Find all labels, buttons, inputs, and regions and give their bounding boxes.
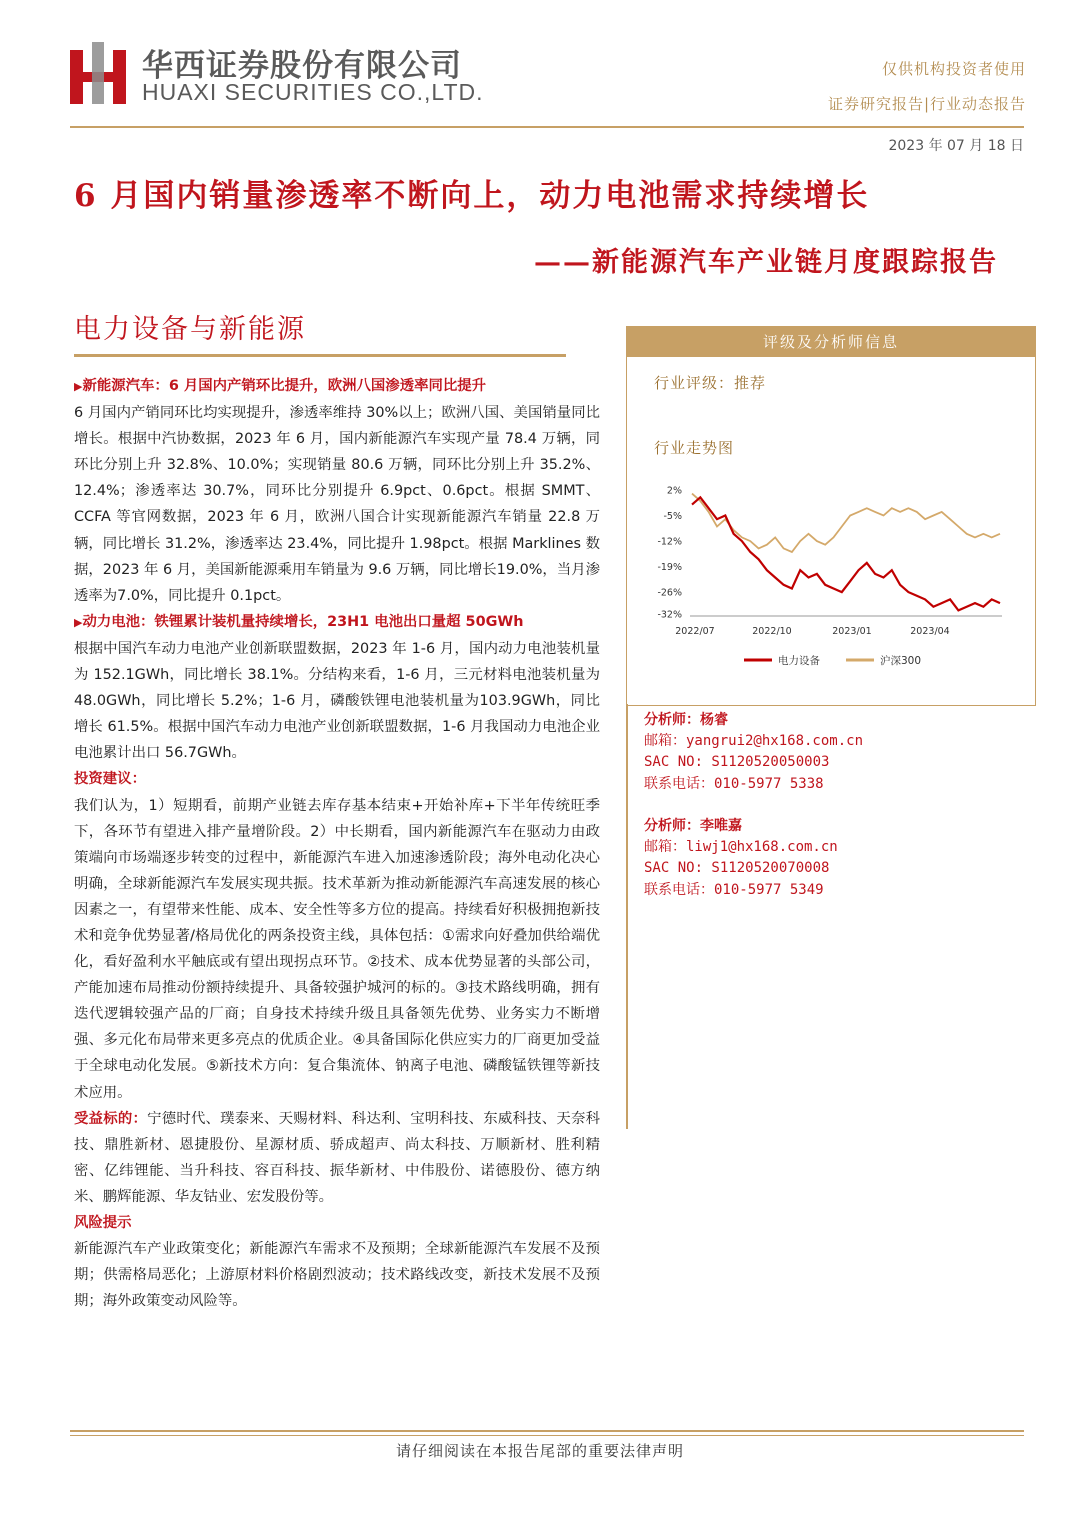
footer-divider (70, 1430, 1024, 1432)
investment-paragraph: 我们认为，1）短期看，前期产业链去库存基本结束+开始补库+下半年传统旺季下，各环节有望进入排产量增阶段。2）中长期看，国内新能源汽车在驱动力由政策端向市场端逐步转变的过程中，新能源汽车进入加速渗透阶段；海外电动化决心明确，全球新能源汽车发展实现共振。技术革新为推动新能源汽车高速发展的核心因素之一，有望带来性能、成本、安全性等多方位的提高。持续看好积极拥抱新技术和竞争优势显著/格局优化的两条投资主线，具体包括：①需求向好叠加供给端优化，看好盈利水平触底或有望出现拐点环节。②技术、成本优势显著的头部公司，产能加速布局推动份额持续提升、具备较强护城河的标的。③技术路线明确，拥有迭代逻辑较强产品的厂商；自身技术持续升级且具备领先优势、业务实力不断增强、多元化布局带来更多亮点的优质企业。④具备国际化供应实力的厂商更加受益于全球电动化发展。⑤新技术方向：复合集流体、钠离子电池、磷酸锰铁锂等新技术应用。 (74, 797, 600, 1101)
trend-chart-title: 行业走势图 (654, 439, 735, 457)
rating-box-title: 评级及分析师信息 (627, 327, 1035, 357)
industry-trend-chart (640, 474, 1020, 674)
beneficiary-label: 受益标的： (74, 1110, 148, 1127)
analyst-phone: 联系电话：010-5977 5349 (644, 881, 824, 898)
company-name-en: HUAXI SECURITIES CO.,LTD. (142, 79, 484, 105)
footer-divider-thin (70, 1435, 1024, 1436)
analyst-block-1 (644, 710, 1024, 795)
y-tick-label: 2% (666, 485, 682, 497)
analyst-email[interactable]: 邮箱：yangrui2@hx168.com.cn (644, 733, 864, 750)
nev-paragraph: 6 月国内产销同环比均实现提升，渗透率维持 30%以上；欧洲八国、美国销量同比增长。根据中汽协数据，2023 年 6 月，国内新能源汽车实现产量 78.4 万辆，同环比分别上升 32.8%、10.0%；实现销量 80.6 万辆，同环比分别上升 35.2%、12.4%；渗透率达 30.7%，同环比分别提升 6.9pct、0.6pct。根据 SMMT、CCFA 等官网数据，2023 年 6 月，欧洲八国合计实现新能源汽车销量 22.8 万辆，同比增长 31.2%，渗透率达 23.4%，同比提升 1.98pct。根据 Marklines 数据，2023 年 6 月，美国新能源乘用车销量为 9.6 万辆，同比增长19.0%，当月渗透率为7.0%，同比提升 0.1pct。 (74, 405, 600, 604)
triangle-bullet-icon: ▶ (74, 615, 83, 629)
legend-label-hs300: 沪深300 (880, 655, 922, 667)
analyst-email[interactable]: 邮箱：liwj1@hx168.com.cn (644, 839, 838, 856)
battery-heading-text: 动力电池：铁锂累计装机量持续增长，23H1 电池出口量超 50GWh (82, 613, 524, 630)
x-tick-label: 2023/04 (910, 626, 950, 637)
report-title: 6 月国内销量渗透率不断向上，动力电池需求持续增长 (74, 178, 870, 214)
battery-section-heading (74, 609, 600, 636)
analyst-sac: SAC NO: S1120520070008 (644, 860, 830, 877)
huaxi-logo-icon (70, 42, 126, 104)
analyst-name: 分析师：杨睿 (644, 712, 728, 728)
y-tick-label: -5% (663, 511, 682, 523)
analyst-block-2 (644, 816, 1024, 901)
body-column (74, 373, 600, 1314)
y-tick-label: -32% (657, 609, 682, 621)
x-axis-ticks (675, 626, 949, 637)
risk-heading: 风险提示 (74, 1215, 132, 1231)
header-divider (70, 126, 1024, 128)
legal-notice-footer: 请仔细阅读在本报告尾部的重要法律声明 (395, 1442, 684, 1460)
industry-rating: 行业评级：推荐 (654, 374, 767, 392)
y-tick-label: -12% (657, 536, 682, 548)
beneficiary-list: 宁德时代、璞泰来、天赐材料、科达利、宝明科技、东威科技、天奈科技、鼎胜新材、恩捷股份、星源材质、骄成超声、尚太科技、万顺新材、胜利精密、亿纬锂能、当升科技、容百科技、振华新材、中伟股份、诺德股份、德方纳米、鹏辉能源、华友钴业、宏发股份等。 (74, 1110, 600, 1205)
legend-label-power: 电力设备 (778, 655, 820, 667)
nev-section-heading (74, 373, 600, 400)
company-name-cn: 华西证券股份有限公司 (142, 48, 462, 84)
analyst-sac: SAC NO: S1120520050003 (644, 754, 830, 771)
sidebar-border-line (626, 704, 628, 1129)
sector-underline (74, 354, 566, 357)
report-subtitle: ——新能源汽车产业链月度跟踪报告 (534, 247, 998, 278)
y-tick-label: -26% (657, 587, 682, 599)
chart-legend (744, 654, 921, 667)
report-date: 2023 年 07 月 18 日 (888, 138, 1024, 154)
x-tick-label: 2022/10 (752, 626, 792, 637)
risk-paragraph: 新能源汽车产业政策变化；新能源汽车需求不及预期；全球新能源汽车发展不及预期；供需格局恶化；上游原材料价格剧烈波动；技术路线改变，新技术发展不及预期；海外政策变动风险等。 (74, 1241, 600, 1310)
series-line-hs300 (692, 494, 1000, 552)
x-tick-label: 2022/07 (675, 626, 715, 637)
y-tick-label: -19% (657, 562, 682, 574)
investment-heading: 投资建议： (74, 771, 146, 788)
analyst-name: 分析师：李唯嘉 (644, 818, 742, 834)
nev-heading-text: 新能源汽车：6 月国内产销环比提升，欧洲八国渗透率同比提升 (82, 378, 487, 394)
beneficiary-paragraph (74, 1106, 600, 1210)
series-line-power-equipment (692, 497, 1000, 610)
triangle-bullet-icon: ▶ (74, 380, 83, 393)
sector-heading: 电力设备与新能源 (74, 314, 306, 345)
report-type: 证券研究报告|行业动态报告 (827, 95, 1026, 113)
audience-note: 仅供机构投资者使用 (881, 60, 1026, 78)
x-tick-label: 2023/01 (832, 626, 872, 637)
analyst-phone: 联系电话：010-5977 5338 (644, 775, 824, 792)
battery-paragraph: 根据中国汽车动力电池产业创新联盟数据，2023 年 1-6 月，国内动力电池装机量为 152.1GWh，同比增长 38.1%。分结构来看，1-6 月，三元材料电池装机量为 48.0GWh，同比增长 5.2%；1-6 月，磷酸铁锂电池装机量为103.9GWh，同比增长 61.5%。根据中国汽车动力电池产业创新联盟数据，1-6 月我国动力电池企业电池累计出口 56.7GWh。 (74, 640, 600, 762)
y-axis-ticks (657, 486, 682, 621)
